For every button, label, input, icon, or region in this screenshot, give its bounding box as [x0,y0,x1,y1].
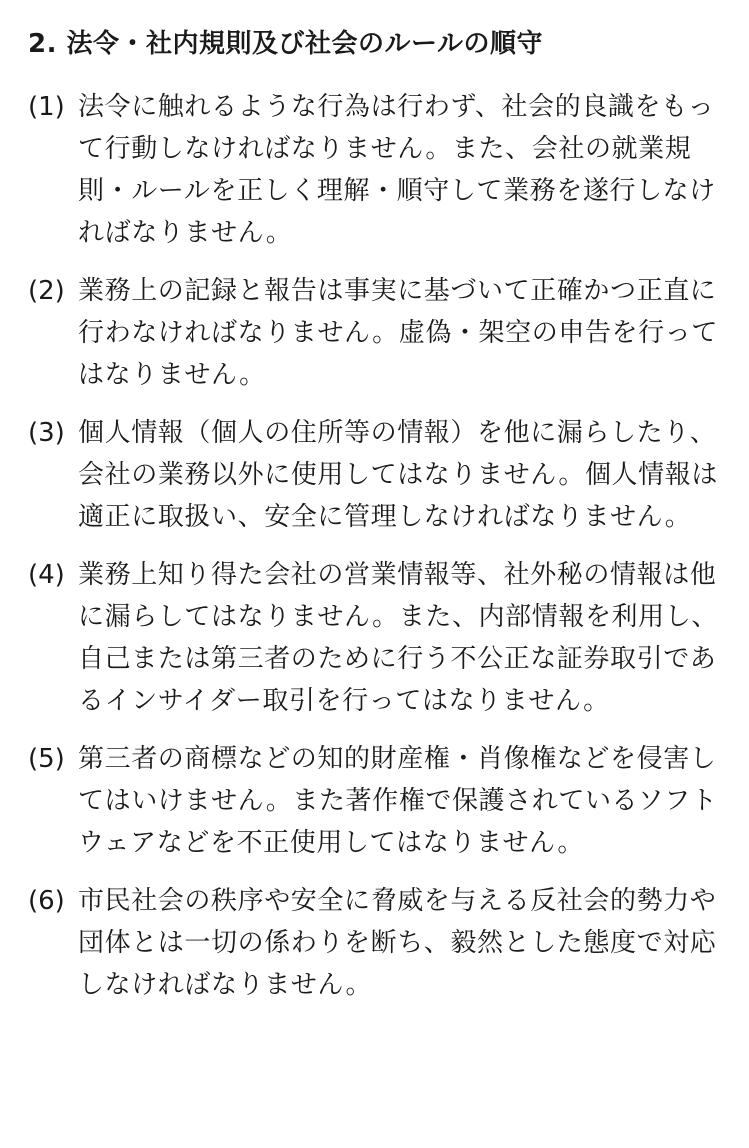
item-text: 市民社会の秩序や安全に脅威を与える反社会的勢力や団体とは一切の係わりを断ち、毅然とした態度で対応しなければなりません。 [78,886,717,1000]
section-title: 2. 法令・社内規則及び社会のルールの順守 [28,29,544,59]
item-text: 業務上知り得た会社の営業情報等、社外秘の情報は他に漏らしてはなりません。また、内部情報を利用し、自己または第三者のために行う不公正な証券取引であるインサイダー取引を行ってはなりません。 [78,560,718,716]
item-number: (6) [28,886,65,916]
item-text: 第三者の商標などの知的財産権・肖像権などを侵害してはいけません。また著作権で保護されているソフトウェアなどを不正使用してはなりません。 [78,744,718,858]
item-number: (5) [28,744,65,774]
item-text: 法令に触れるような行為は行わず、社会的良識をもって行動しなければなりません。また、会社の就業規則・ルールを正しく理解・順守して業務を遂行しなければなりません。 [78,92,716,248]
item-number: (2) [28,276,65,306]
item-number: (1) [28,92,65,122]
list-item [28,554,721,722]
item-number: (4) [28,560,65,590]
list-item [28,412,721,538]
item-text: 業務上の記録と報告は事実に基づいて正確かつ正直に行わなければなりません。虚偽・架空の申告を行ってはなりません。 [78,276,718,390]
list-item [28,880,721,1006]
list-item [28,738,721,864]
list-item [28,270,721,396]
item-number: (3) [28,418,65,448]
item-text: 個人情報（個人の住所等の情報）を他に漏らしたり、会社の業務以外に使用してはなりません。個人情報は適正に取扱い、安全に管理しなければなりません。 [78,418,718,532]
rules-list [28,86,721,1006]
list-item [28,86,721,254]
